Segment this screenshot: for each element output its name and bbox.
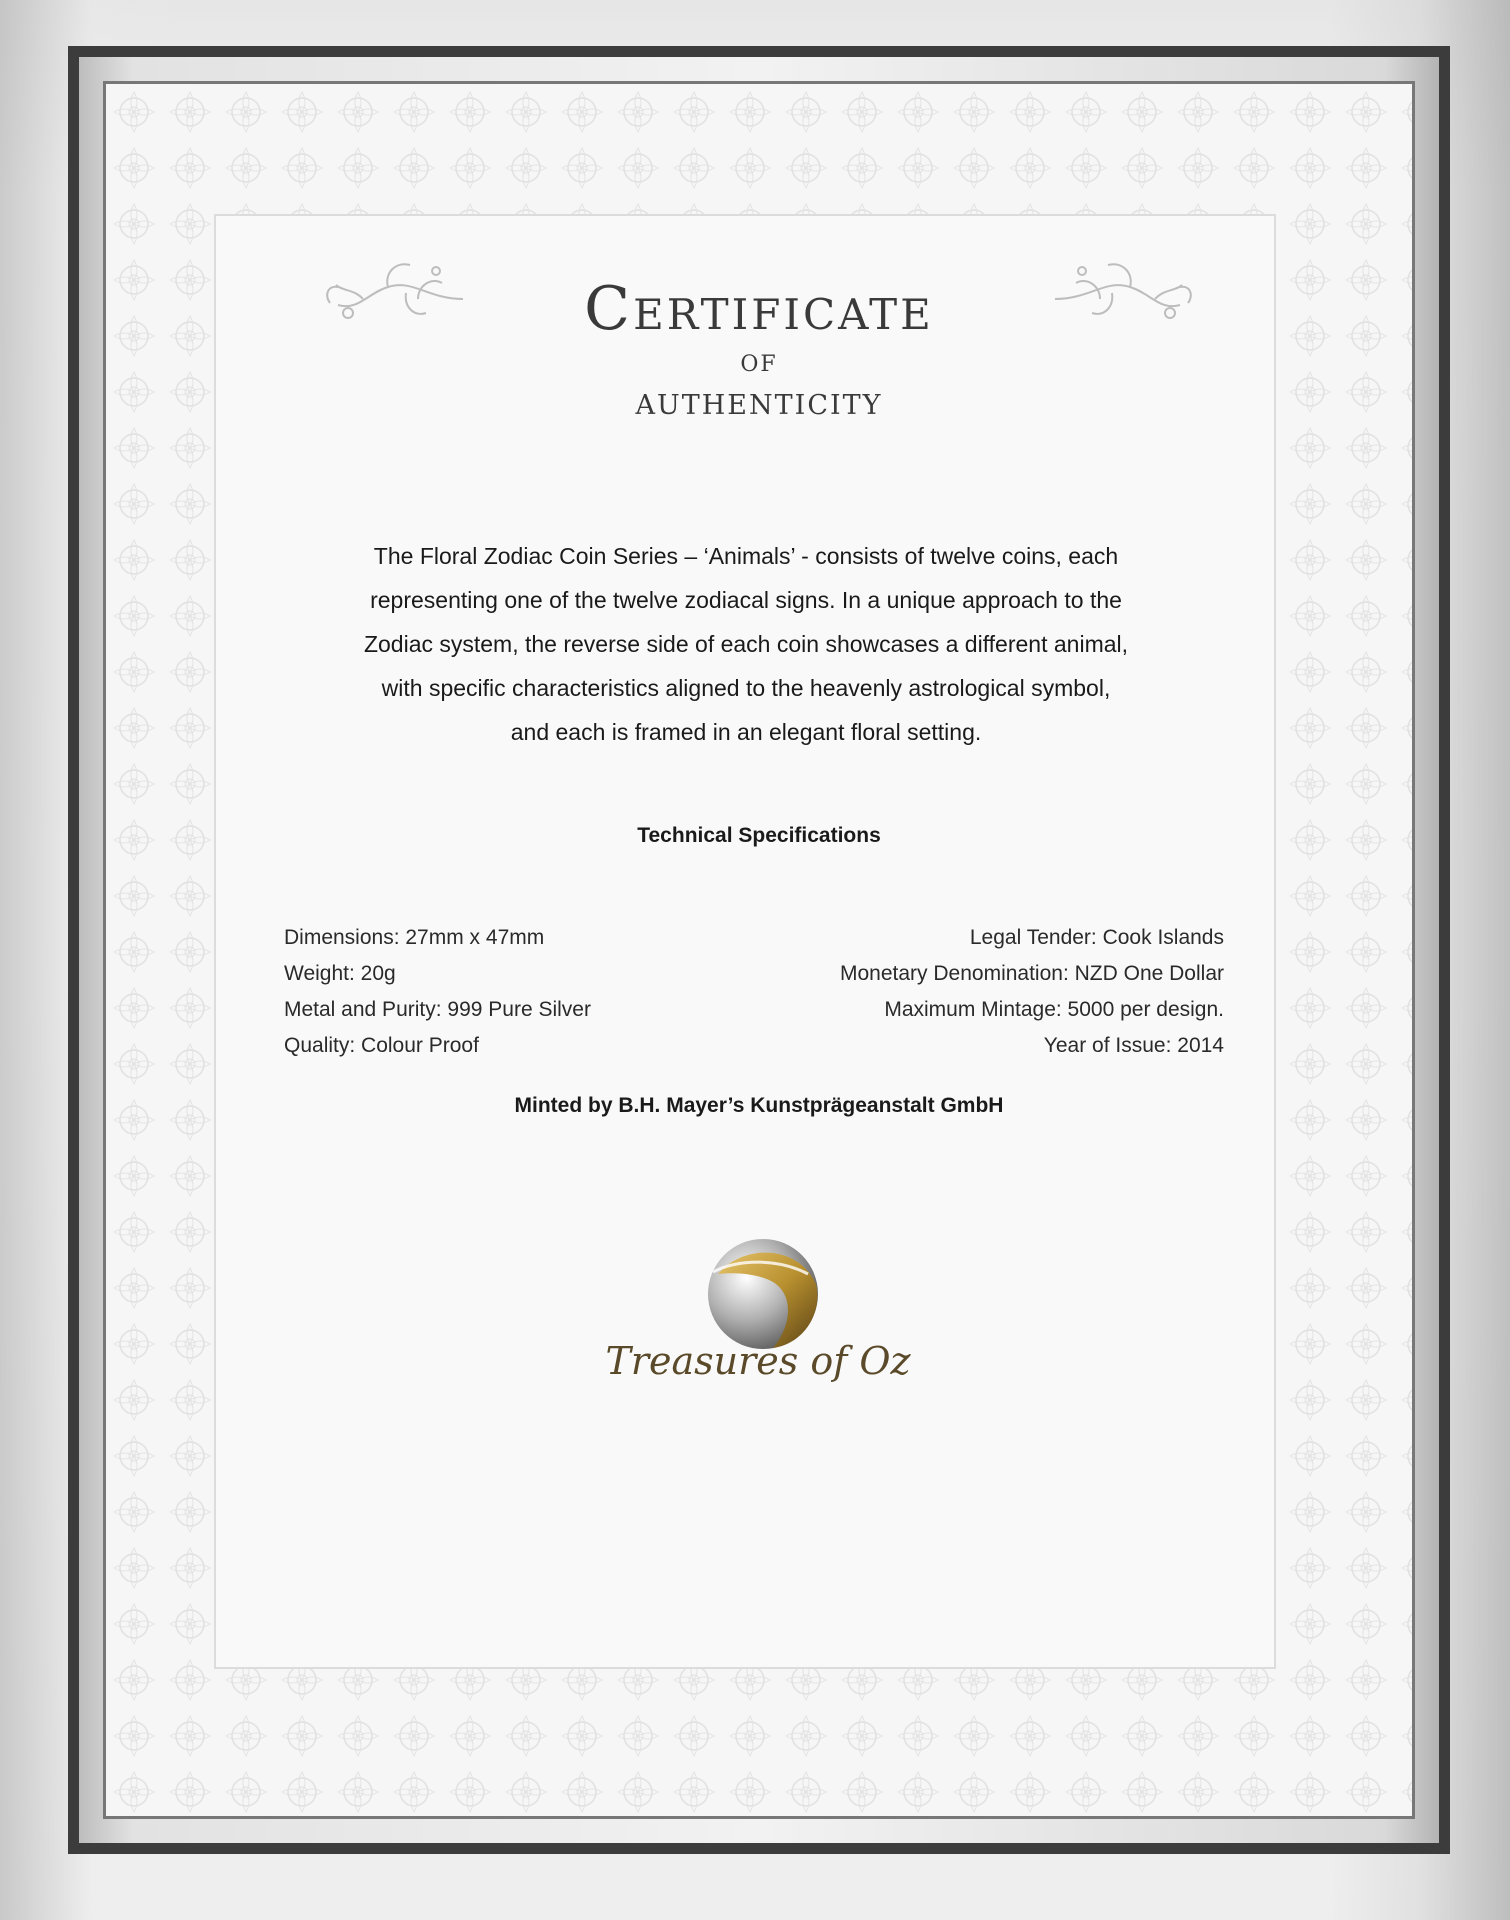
specs-right-column [840,920,1224,1064]
spec-weight: Weight: 20g [284,962,396,985]
spec-mintage: Maximum Mintage: 5000 per design. [884,998,1224,1021]
series-description [266,534,1226,754]
description-line: with specific characteristics aligned to the heavenly astrological symbol, [381,675,1111,701]
certificate-authenticity: AUTHENTICITY [635,390,883,421]
spec-denomination: Monetary Denomination: NZD One Dollar [840,962,1224,985]
spec-quality: Quality: Colour Proof [284,1034,479,1057]
spec-metal-purity: Metal and Purity: 999 Pure Silver [284,998,591,1021]
logo-wordmark: Treasures of Oz [605,1339,911,1383]
description-line: Zodiac system, the reverse side of each coin showcases a different animal, [363,631,1129,657]
inner-frame [103,81,1415,1819]
description-line: representing one of the twelve zodiacal signs. In a unique approach to the [370,587,1122,613]
minted-by-line: Minted by B.H. Mayer’s Kunstprägeanstalt GmbH [514,1094,1004,1117]
spec-legal-tender: Legal Tender: Cook Islands [969,926,1224,949]
certificate-title: Certificate [584,274,934,344]
certificate-of: OF [740,352,778,377]
description-line: and each is framed in an elegant floral setting. [510,719,982,745]
treasures-of-oz-logo [568,1224,948,1404]
spec-dimensions: Dimensions: 27mm x 47mm [284,926,545,949]
outer-frame [68,46,1450,1854]
technical-specifications-heading: Technical Specifications [637,824,881,847]
spec-year-of-issue: Year of Issue: 2014 [1043,1034,1224,1057]
specs-left-column [284,920,591,1064]
description-line: The Floral Zodiac Coin Series – ‘Animals’ - consists of twelve coins, each [373,543,1119,569]
